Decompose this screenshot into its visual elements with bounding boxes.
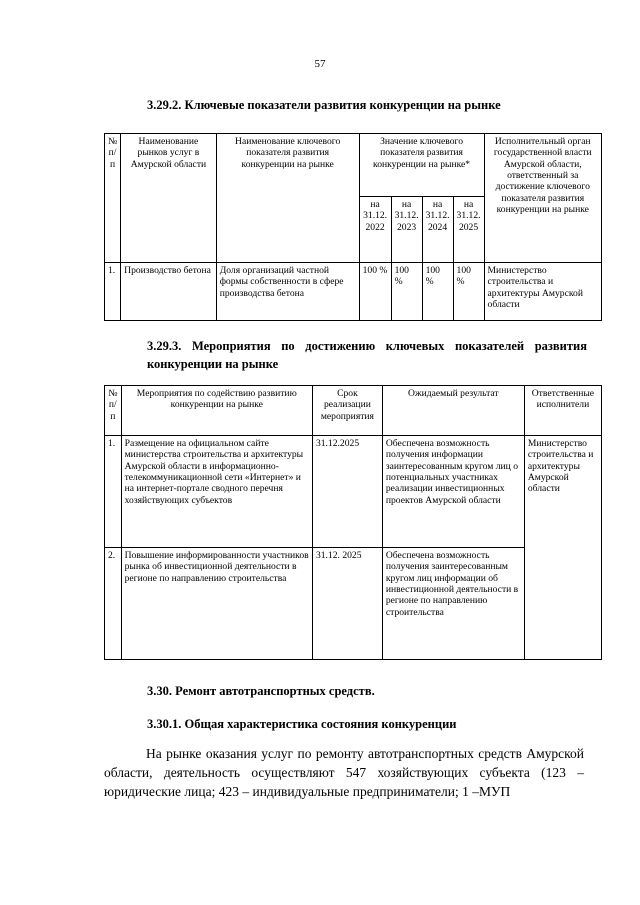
header-authority: Исполнительный орган государственной власти Амурской области, ответственный за достижение ключевого показателя развития конкуренции на рынке — [484, 134, 601, 263]
header-result: Ожидаемый результат — [382, 386, 524, 436]
cell-value: 100 % — [391, 263, 422, 321]
page-number: 57 — [314, 58, 326, 70]
cell-num: 1. — [105, 263, 121, 321]
cell-value: 100 % — [453, 263, 484, 321]
cell-indicator: Доля организаций частной формы собственности в сфере производства бетона — [216, 263, 359, 321]
table-row — [105, 436, 602, 548]
cell-activity: Размещение на официальном сайте министерства строительства и архитектуры Амурской области в информационно-телекоммуникационной сети «Интернет» и на интернет-портале сводного перечня хозяйствующих субъектов — [121, 436, 312, 548]
cell-authority: Министерство строительства и архитектуры Амурской области — [484, 263, 601, 321]
header-indicator: Наименование ключевого показателя развития конкуренции на рынке — [216, 134, 359, 263]
cell-deadline: 31.12.2025 — [312, 436, 382, 548]
header-year: на 31.12. 2022 — [359, 197, 391, 263]
cell-value: 100 % — [359, 263, 391, 321]
header-indicator-value: Значение ключевого показателя развития конкуренции на рынке* — [359, 134, 484, 197]
body-paragraph: На рынке оказания услуг по ремонту автотранспортных средств Амурской области, деятельность осуществляют 547 хозяйствующих субъекта (123 – юридические лица; 423 – индивидуальные предприниматели; 1 –МУП — [104, 746, 584, 799]
header-activity: Мероприятия по содействию развитию конкуренции на рынке — [121, 386, 312, 436]
header-num: № п/п — [105, 134, 121, 263]
table-row — [105, 263, 602, 321]
cell-value: 100 % — [422, 263, 453, 321]
key-indicators-table — [104, 133, 602, 321]
header-deadline: Срок реализации мероприятия — [312, 386, 382, 436]
cell-activity: Повышение информированности участников рынка об инвестиционной деятельности в регионе по направлению строительства — [121, 548, 312, 660]
cell-result: Обеспечена возможность получения заинтересованным кругом лиц информации об инвестиционной деятельности в регионе по направлению строительства — [382, 548, 524, 660]
header-year: на 31.12. 2024 — [422, 197, 453, 263]
section-heading-3-30-1: 3.30.1. Общая характеристика состояния конкуренции — [147, 717, 457, 731]
cell-deadline: 31.12. 2025 — [312, 548, 382, 660]
cell-result: Обеспечена возможность получения информации заинтересованным кругом лиц о потенциальных участниках реализации инвестиционных проектов Амурской области — [382, 436, 524, 548]
cell-num: 1. — [105, 436, 122, 548]
cell-num: 2. — [105, 548, 122, 660]
section-heading-3-29-2: 3.29.2. Ключевые показатели развития конкуренции на рынке — [147, 98, 501, 112]
cell-market: Производство бетона — [121, 263, 217, 321]
header-year: на 31.12. 2023 — [391, 197, 422, 263]
header-num: № п/п — [105, 386, 122, 436]
header-market: Наименование рынков услуг в Амурской области — [121, 134, 217, 263]
activities-table — [104, 385, 602, 660]
header-responsible: Ответственные исполнители — [524, 386, 601, 436]
section-heading-3-29-3: 3.29.3. Мероприятия по достижению ключевых показателей развития конкуренции на рынке — [147, 339, 587, 371]
section-heading-3-30: 3.30. Ремонт автотранспортных средств. — [147, 684, 375, 698]
header-year: на 31.12. 2025 — [453, 197, 484, 263]
cell-responsible: Министерство строительства и архитектуры Амурской области — [524, 436, 601, 660]
